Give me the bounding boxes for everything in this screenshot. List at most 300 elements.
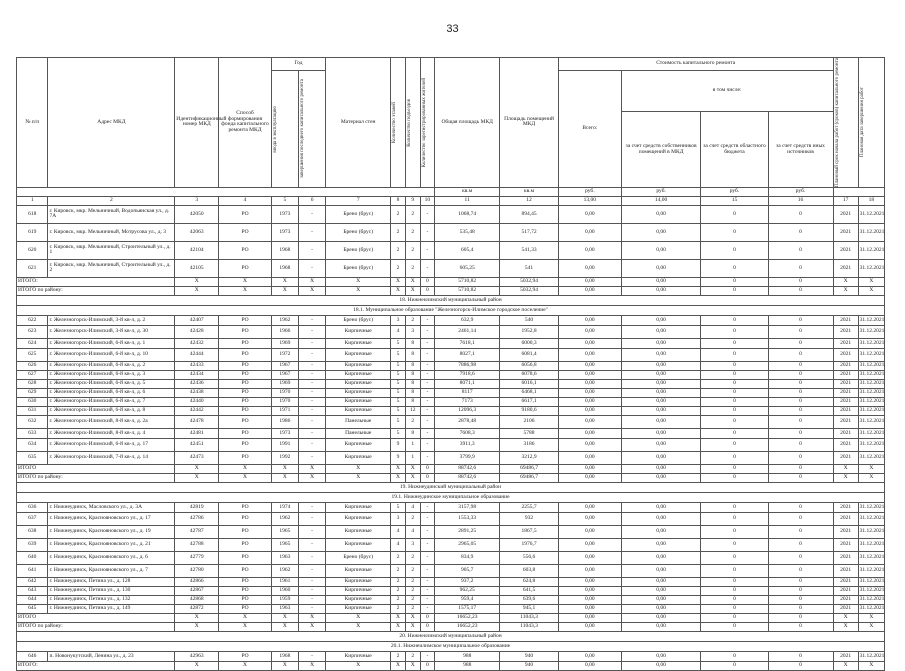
total-cell: X: [271, 464, 298, 473]
table-cell: -: [420, 223, 435, 241]
table-cell: 3212,9: [500, 451, 559, 464]
address-cell: г. Железногорск-Илимский, 6-й кв-л, д. 3: [48, 370, 175, 379]
total-row: [17, 622, 885, 631]
total-cell: X: [298, 464, 325, 473]
table-row: [17, 538, 885, 551]
table-cell: 2: [391, 223, 406, 241]
table-cell: 3: [405, 538, 420, 551]
table-cell: 2021: [833, 325, 858, 338]
column-number-cell: 14,00: [621, 196, 701, 205]
table-cell: 9: [391, 438, 406, 451]
total-row: [17, 277, 885, 286]
table-cell: 2021: [833, 551, 858, 564]
table-cell: 4: [405, 525, 420, 538]
table-cell: 31.12.2021: [858, 428, 884, 438]
address-cell: г. Железногорск-Илимский, 6-й кв-л, д. 2: [48, 361, 175, 370]
table-cell: 2021: [833, 428, 858, 438]
table-cell: 1963: [271, 551, 298, 564]
column-number-cell: 11: [435, 196, 500, 205]
table-row: [17, 397, 885, 406]
table-cell: 626: [17, 361, 48, 370]
table-cell: 1962: [271, 564, 298, 577]
total-cell: 0: [701, 464, 768, 473]
table-cell: 962,25: [435, 586, 500, 595]
table-cell: 0,00: [621, 451, 701, 464]
table-cell: 0,00: [558, 325, 621, 338]
section-heading-row: [17, 492, 885, 502]
table-cell: Кирпичные: [326, 397, 391, 406]
table-cell: 637: [17, 512, 48, 525]
total-cell: X: [326, 277, 391, 286]
table-cell: 7918,6: [435, 370, 500, 379]
total-cell: 0: [420, 473, 435, 482]
total-cell: X: [391, 286, 406, 295]
table-cell: Кирпичные: [326, 525, 391, 538]
table-cell: 1968: [271, 241, 298, 259]
total-cell: X: [391, 277, 406, 286]
table-cell: 625: [17, 348, 48, 361]
table-cell: 541: [500, 259, 559, 277]
table-cell: 31.12.2021: [858, 259, 884, 277]
table-cell: 31.12.2021: [858, 338, 884, 348]
address-cell: г. Нижнеудинск, Краснояновского ул., д. 21: [48, 538, 175, 551]
table-cell: 2: [391, 604, 406, 613]
total-label: ИТОГО по району:: [17, 286, 175, 295]
table-cell: 2255,7: [500, 502, 559, 512]
column-number-cell: 4: [219, 196, 271, 205]
table-cell: -: [298, 348, 325, 361]
table-cell: -: [298, 502, 325, 512]
total-cell: X: [833, 661, 858, 670]
table-cell: 642: [17, 577, 48, 586]
table-cell: РО: [219, 259, 271, 277]
table-cell: 8: [405, 428, 420, 438]
table-cell: 2: [405, 595, 420, 604]
table-cell: Кирпичные: [326, 604, 391, 613]
table-cell: 2: [405, 259, 420, 277]
table-cell: -: [298, 451, 325, 464]
total-cell: 0,00: [558, 286, 621, 295]
table-cell: -: [420, 604, 435, 613]
table-cell: -: [298, 577, 325, 586]
column-number-cell: 1: [17, 196, 48, 205]
table-cell: 641,5: [500, 586, 559, 595]
total-cell: X: [298, 622, 325, 631]
total-cell: 0,00: [558, 622, 621, 631]
table-cell: 42440: [175, 397, 219, 406]
table-cell: Кирпичные: [326, 325, 391, 338]
table-cell: -: [298, 595, 325, 604]
table-cell: 0,00: [558, 348, 621, 361]
column-number-cell: 2: [48, 196, 175, 205]
table-cell: 2878,48: [435, 415, 500, 428]
table-cell: 42780: [175, 564, 219, 577]
table-cell: 1966: [271, 325, 298, 338]
table-cell: 2: [391, 551, 406, 564]
table-cell: 3911,3: [435, 438, 500, 451]
table-cell: 0,00: [621, 223, 701, 241]
table-cell: 8: [405, 361, 420, 370]
table-header: [17, 58, 885, 206]
address-cell: г. Железногорск-Илимский, 6-й кв-л, д. 10: [48, 348, 175, 361]
table-cell: 618: [17, 205, 48, 223]
table-cell: 0,00: [621, 538, 701, 551]
address-cell: г. Нижнеудинск, Краснояновского ул., д. 17: [48, 512, 175, 525]
table-cell: 2021: [833, 525, 858, 538]
table-cell: 0,00: [621, 428, 701, 438]
header-year-last-repair: завершения последнего капитального ремонта: [298, 71, 325, 188]
table-cell: 0,00: [558, 388, 621, 397]
table-cell: 2021: [833, 595, 858, 604]
table-cell: 2021: [833, 406, 858, 415]
table-cell: 0: [768, 586, 833, 595]
table-row: [17, 604, 885, 613]
table-cell: 2021: [833, 564, 858, 577]
total-cell: X: [833, 464, 858, 473]
table-cell: 628: [17, 379, 48, 388]
table-cell: 2: [405, 241, 420, 259]
table-row: [17, 370, 885, 379]
total-label: ИТОГО:: [17, 277, 175, 286]
table-cell: -: [298, 538, 325, 551]
table-cell: 4: [391, 325, 406, 338]
table-cell: 5: [391, 361, 406, 370]
total-cell: X: [858, 613, 884, 622]
total-label: ИТОГО: [17, 464, 175, 473]
table-cell: 42433: [175, 361, 219, 370]
total-cell: X: [391, 473, 406, 482]
table-row: [17, 438, 885, 451]
table-cell: 0: [768, 259, 833, 277]
table-cell: -: [298, 361, 325, 370]
table-cell: 0: [701, 223, 768, 241]
table-cell: 42104: [175, 241, 219, 259]
table-cell: РО: [219, 205, 271, 223]
table-cell: РО: [219, 595, 271, 604]
total-cell: X: [391, 622, 406, 631]
table-cell: Кирпичные: [326, 406, 391, 415]
table-cell: 1969: [271, 379, 298, 388]
table-cell: -: [420, 551, 435, 564]
table-cell: 0: [701, 259, 768, 277]
table-cell: 2021: [833, 415, 858, 428]
table-cell: -: [420, 325, 435, 338]
unit-cell: кв.м: [435, 187, 500, 196]
table-cell: -: [420, 241, 435, 259]
table-cell: 1972: [271, 348, 298, 361]
table-cell: 2: [405, 315, 420, 325]
total-cell: 69486,7: [500, 464, 559, 473]
address-cell: г. Железногорск-Илимский, 6-й кв-л, д. 5: [48, 379, 175, 388]
table-cell: 2: [405, 415, 420, 428]
total-cell: X: [298, 613, 325, 622]
table-cell: 2: [391, 564, 406, 577]
table-cell: 1867,5: [500, 525, 559, 538]
table-cell: 7608,3: [435, 428, 500, 438]
table-cell: 0: [768, 338, 833, 348]
total-row: [17, 286, 885, 295]
table-cell: 3: [391, 315, 406, 325]
section-heading: 18.1. Муниципальное образование "Железногорск-Илимское городское поселение": [17, 305, 885, 315]
table-cell: 0,00: [558, 604, 621, 613]
table-cell: 31.12.2021: [858, 205, 884, 223]
table-body: [17, 205, 885, 670]
table-cell: 0: [768, 315, 833, 325]
table-cell: 0: [701, 538, 768, 551]
table-cell: 31.12.2021: [858, 595, 884, 604]
table-cell: 2: [405, 205, 420, 223]
column-number-cell: 13,00: [558, 196, 621, 205]
table-cell: 0,00: [558, 415, 621, 428]
total-cell: X: [326, 613, 391, 622]
total-cell: X: [391, 613, 406, 622]
table-cell: 0,00: [621, 259, 701, 277]
table-cell: 0,00: [558, 428, 621, 438]
address-cell: п. Новонукутский, Ленина ул., д. 23: [48, 651, 175, 661]
table-cell: 639: [17, 538, 48, 551]
table-cell: 8027,1: [435, 348, 500, 361]
table-cell: 3799,9: [435, 451, 500, 464]
table-cell: 632: [17, 415, 48, 428]
table-cell: Брено (брус): [326, 259, 391, 277]
total-cell: X: [833, 622, 858, 631]
table-cell: 1992: [271, 451, 298, 464]
address-cell: г. Нижнеудинск, Петина ул., д. 149: [48, 604, 175, 613]
table-cell: 1965: [271, 525, 298, 538]
total-cell: 11043,3: [500, 613, 559, 622]
table-cell: 0,00: [621, 551, 701, 564]
table-cell: 624,8: [500, 577, 559, 586]
table-cell: 619: [17, 223, 48, 241]
table-cell: 2021: [833, 370, 858, 379]
table-cell: 1973: [271, 205, 298, 223]
table-row: [17, 338, 885, 348]
table-cell: 0,00: [558, 379, 621, 388]
total-cell: X: [858, 473, 884, 482]
table-cell: 31.12.2021: [858, 315, 884, 325]
table-cell: -: [298, 397, 325, 406]
header-other: за счет средств иных источников: [768, 112, 833, 188]
table-cell: 31.12.2021: [858, 223, 884, 241]
table-cell: 42819: [175, 502, 219, 512]
table-cell: 1965: [271, 538, 298, 551]
total-cell: X: [219, 464, 271, 473]
table-cell: 42779: [175, 551, 219, 564]
table-cell: 2021: [833, 438, 858, 451]
table-cell: 31.12.2021: [858, 361, 884, 370]
repair-register-table: [16, 57, 885, 671]
unit-cell: руб.: [621, 187, 701, 196]
unit-cell: кв.м: [500, 187, 559, 196]
table-cell: 0,00: [558, 370, 621, 379]
table-row: [17, 223, 885, 241]
table-row: [17, 325, 885, 338]
table-cell: 905,7: [435, 564, 500, 577]
total-label: ИТОГО по району:: [17, 473, 175, 482]
address-cell: г. Железногорск-Илимский, 3-й кв-л, д. 2: [48, 315, 175, 325]
table-cell: 42442: [175, 406, 219, 415]
table-cell: 631: [17, 406, 48, 415]
header-plan-start: Плановый срок начала работ (сроков) капитального ремонта: [833, 58, 858, 188]
table-cell: 0: [701, 551, 768, 564]
table-cell: 1970: [271, 388, 298, 397]
table-cell: -: [298, 586, 325, 595]
total-cell: 88742,6: [435, 473, 500, 482]
table-cell: 0: [701, 577, 768, 586]
table-row: [17, 551, 885, 564]
total-cell: 0: [768, 613, 833, 622]
table-cell: 2021: [833, 512, 858, 525]
total-cell: X: [271, 661, 298, 670]
table-cell: РО: [219, 586, 271, 595]
table-cell: 2: [405, 604, 420, 613]
unit-cell: руб.: [558, 187, 621, 196]
total-cell: X: [175, 622, 219, 631]
table-cell: 1960: [271, 586, 298, 595]
table-cell: 0: [768, 348, 833, 361]
table-cell: 0,00: [621, 205, 701, 223]
table-cell: 42866: [175, 577, 219, 586]
table-cell: -: [298, 205, 325, 223]
table-cell: -: [298, 259, 325, 277]
table-cell: 2021: [833, 451, 858, 464]
table-cell: -: [298, 388, 325, 397]
total-cell: 0: [420, 622, 435, 631]
table-cell: РО: [219, 551, 271, 564]
table-cell: 31.12.2021: [858, 415, 884, 428]
table-cell: 646: [17, 651, 48, 661]
table-cell: 632,9: [435, 315, 500, 325]
table-cell: 0,00: [558, 595, 621, 604]
table-cell: 42436: [175, 379, 219, 388]
table-cell: -: [298, 415, 325, 428]
table-cell: 605,4: [435, 241, 500, 259]
table-cell: -: [298, 338, 325, 348]
table-cell: 0,00: [558, 338, 621, 348]
table-cell: -: [420, 428, 435, 438]
address-cell: г. Железногорск-Илимский, 8-й кв-л, д. 2а: [48, 415, 175, 428]
table-cell: РО: [219, 451, 271, 464]
total-row: [17, 473, 885, 482]
table-cell: 5: [391, 370, 406, 379]
total-cell: 11043,3: [500, 622, 559, 631]
address-cell: г. Кировск, мкр. Мельничный, Строительный ул., д. 2: [48, 259, 175, 277]
unit-cell: руб.: [701, 187, 768, 196]
table-cell: 2: [405, 651, 420, 661]
table-cell: 0: [701, 415, 768, 428]
table-cell: 0: [768, 564, 833, 577]
table-cell: -: [298, 438, 325, 451]
table-row: [17, 379, 885, 388]
table-cell: 31.12.2021: [858, 406, 884, 415]
table-cell: 0: [701, 379, 768, 388]
table-cell: 2: [391, 205, 406, 223]
table-cell: 0,00: [621, 361, 701, 370]
table-cell: 1575,17: [435, 604, 500, 613]
table-row: [17, 241, 885, 259]
total-cell: X: [405, 464, 420, 473]
table-cell: 1968: [271, 259, 298, 277]
table-cell: 42438: [175, 388, 219, 397]
table-cell: 0,00: [621, 502, 701, 512]
table-cell: 0,00: [558, 451, 621, 464]
table-cell: Брено (брус): [326, 551, 391, 564]
table-cell: 1973: [271, 428, 298, 438]
table-cell: -: [298, 370, 325, 379]
table-cell: Кирпичные: [326, 538, 391, 551]
table-cell: 8: [405, 348, 420, 361]
table-cell: Кирпичные: [326, 451, 391, 464]
table-cell: 0,00: [621, 325, 701, 338]
total-label: ИТОГО по району:: [17, 622, 175, 631]
table-cell: 2021: [833, 223, 858, 241]
table-cell: 959,4: [435, 595, 500, 604]
table-cell: 31.12.2021: [858, 438, 884, 451]
section-heading-row: [17, 295, 885, 305]
table-cell: 0,00: [558, 223, 621, 241]
total-cell: X: [833, 286, 858, 295]
table-cell: 2021: [833, 361, 858, 370]
table-cell: 2: [405, 586, 420, 595]
total-cell: 16652,23: [435, 613, 500, 622]
table-cell: 2021: [833, 538, 858, 551]
unit-cell: руб.: [768, 187, 833, 196]
table-cell: 0: [768, 604, 833, 613]
table-cell: 0,00: [621, 604, 701, 613]
page-number: 33: [446, 23, 459, 35]
table-cell: 4: [391, 525, 406, 538]
table-cell: 6617,1: [500, 397, 559, 406]
table-cell: 0,00: [558, 205, 621, 223]
total-label: ИТОГО: [17, 613, 175, 622]
address-cell: г. Железногорск-Илимский, 7-й кв-л, д. 14: [48, 451, 175, 464]
table-cell: 5: [391, 397, 406, 406]
table-cell: 42787: [175, 525, 219, 538]
total-cell: 940: [500, 661, 559, 670]
table-cell: 629: [17, 388, 48, 397]
units-row: [17, 187, 885, 196]
table-cell: 2021: [833, 388, 858, 397]
table-cell: 3: [405, 325, 420, 338]
table-cell: 42063: [175, 223, 219, 241]
table-cell: РО: [219, 651, 271, 661]
header-entrances: Количество подъездов: [405, 58, 420, 188]
table-cell: 834,9: [435, 551, 500, 564]
table-cell: 1068,74: [435, 205, 500, 223]
table-cell: Кирпичные: [326, 564, 391, 577]
column-number-cell: 5: [271, 196, 298, 205]
table-cell: 645: [17, 604, 48, 613]
table-row: [17, 205, 885, 223]
section-heading: 20. Нижнеилимский муниципальный район: [17, 631, 885, 641]
table-cell: 5: [391, 379, 406, 388]
table-cell: -: [298, 525, 325, 538]
total-cell: X: [405, 622, 420, 631]
total-cell: X: [298, 473, 325, 482]
table-cell: 0,00: [621, 595, 701, 604]
table-cell: 9: [391, 451, 406, 464]
table-cell: Кирпичные: [326, 370, 391, 379]
table-cell: 0: [768, 325, 833, 338]
total-cell: X: [833, 613, 858, 622]
table-cell: 0,00: [621, 379, 701, 388]
table-row: [17, 361, 885, 370]
total-cell: X: [326, 473, 391, 482]
total-cell: 69486,7: [500, 473, 559, 482]
table-cell: 0,00: [558, 538, 621, 551]
table-cell: 5: [391, 415, 406, 428]
total-cell: 0: [768, 473, 833, 482]
